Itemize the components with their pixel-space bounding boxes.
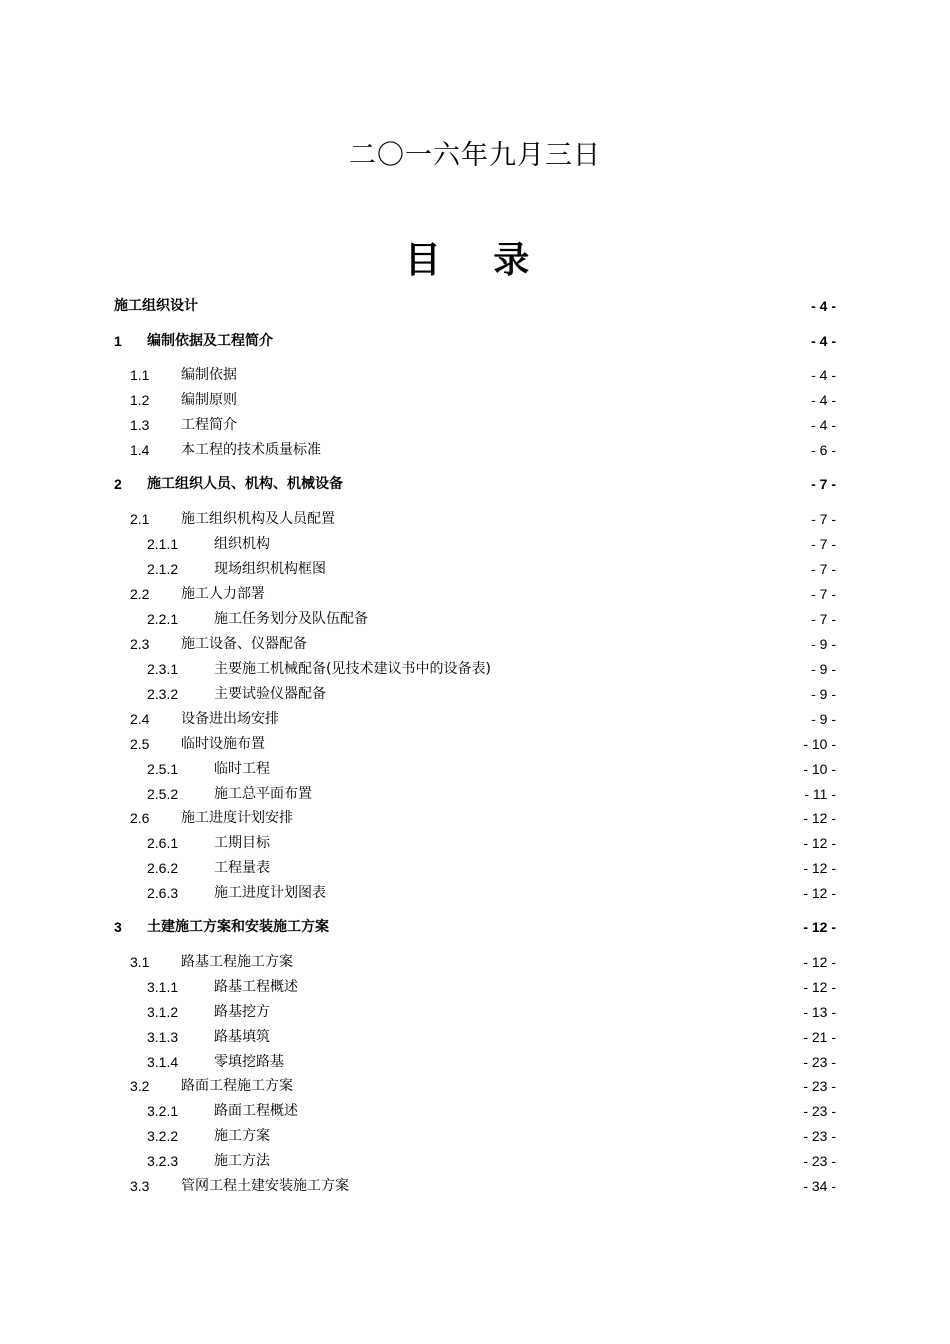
toc-entry-page-number: - 21 - [803, 1029, 836, 1045]
toc-entry-page-number: - 7 - [811, 561, 836, 577]
toc-entry-label: 施工方法 [214, 1153, 270, 1169]
toc-entry-page-number: - 23 - [803, 1054, 836, 1070]
toc-entry-page-number: - 4 - [811, 367, 836, 383]
toc-entry-number: 3.2 [130, 1078, 150, 1094]
toc-entry-page-number: - 4 - [811, 392, 836, 408]
toc-entry[interactable] [130, 388, 836, 412]
toc-entry[interactable] [147, 782, 836, 806]
toc-entry-page-number: - 12 - [803, 835, 836, 851]
toc-entry-number: 2.3.2 [147, 686, 179, 702]
toc-entry-page-number: - 4 - [811, 333, 836, 349]
toc-entry-number: 3.2.2 [147, 1128, 179, 1144]
toc-entry-label: 施工设备、仪器配备 [181, 636, 307, 652]
toc-entry-label: 主要试验仪器配备 [214, 686, 326, 702]
toc-entry[interactable] [147, 1050, 836, 1074]
toc-entry-page-number: - 9 - [811, 636, 836, 652]
toc-entry-page-number: - 4 - [811, 417, 836, 433]
toc-entry-page-number: - 7 - [811, 476, 836, 492]
toc-entry[interactable] [114, 294, 836, 318]
toc-entry-label: 编制依据 [181, 367, 237, 383]
toc-entry[interactable] [130, 806, 836, 830]
toc-entry[interactable] [114, 329, 836, 353]
toc-entry[interactable] [114, 472, 836, 496]
toc-entry-page-number: - 12 - [803, 885, 836, 901]
toc-entry-label: 设备进出场安排 [181, 711, 279, 727]
toc-entry-number: 3.2.3 [147, 1153, 179, 1169]
toc-entry-page-number: - 12 - [803, 954, 836, 970]
toc-entry-label: 路面工程概述 [214, 1103, 298, 1119]
toc-entry-label: 工期目标 [214, 835, 270, 851]
toc-entry[interactable] [147, 1124, 836, 1148]
toc-entry-page-number: - 9 - [811, 686, 836, 702]
toc-entry[interactable] [130, 707, 836, 731]
toc-entry-page-number: - 12 - [803, 860, 836, 876]
toc-entry-label: 施工进度计划安排 [181, 810, 293, 826]
toc-entry-number: 2.6.2 [147, 860, 179, 876]
toc-entry[interactable] [147, 607, 836, 631]
toc-entry-label: 管网工程土建安装施工方案 [181, 1178, 349, 1194]
toc-entry-label: 路基挖方 [214, 1004, 270, 1020]
toc-entry[interactable] [130, 732, 836, 756]
toc-entry[interactable] [130, 413, 836, 437]
toc-entry[interactable] [130, 438, 836, 462]
toc-entry-label: 施工总平面布置 [214, 786, 312, 802]
toc-entry-number: 3.1.1 [147, 979, 179, 995]
toc-entry-label: 路面工程施工方案 [181, 1078, 293, 1094]
toc-entry-page-number: - 12 - [803, 919, 836, 935]
toc-entry-page-number: - 4 - [811, 298, 836, 314]
toc-entry-page-number: - 10 - [803, 761, 836, 777]
toc-entry-number: 2.6.3 [147, 885, 179, 901]
toc-entry-page-number: - 23 - [803, 1078, 836, 1094]
toc-entry-number: 2.3 [130, 636, 150, 652]
toc-entry-number: 2.2.1 [147, 611, 179, 627]
toc-entry-page-number: - 12 - [803, 979, 836, 995]
toc-entry-page-number: - 6 - [811, 442, 836, 458]
toc-entry-number: 2.2 [130, 586, 150, 602]
toc-entry-page-number: - 7 - [811, 611, 836, 627]
toc-entry[interactable] [147, 532, 836, 556]
toc-entry-number: 2.5 [130, 736, 150, 752]
toc-entry[interactable] [147, 682, 836, 706]
toc-entry-label: 本工程的技术质量标准 [181, 442, 321, 458]
toc-entry[interactable] [147, 1000, 836, 1024]
toc-entry-number: 2.5.2 [147, 786, 179, 802]
toc-entry-number: 2.6 [130, 810, 150, 826]
toc-entry-number: 2.1.2 [147, 561, 179, 577]
toc-entry-label: 组织机构 [214, 536, 270, 552]
toc-entry-page-number: - 7 - [811, 511, 836, 527]
toc-entry-number: 1.3 [130, 417, 150, 433]
toc-entry-label: 施工人力部署 [181, 586, 265, 602]
toc-entry-number: 1.1 [130, 367, 150, 383]
toc-entry-number: 3.1.4 [147, 1054, 179, 1070]
toc-entry-label: 施工进度计划图表 [214, 885, 326, 901]
toc-entry[interactable] [147, 856, 836, 880]
toc-entry-number: 1.2 [130, 392, 150, 408]
toc-entry-label: 路基填筑 [214, 1029, 270, 1045]
toc-entry[interactable] [147, 1025, 836, 1049]
toc-entry-label: 工程量表 [214, 860, 270, 876]
toc-entry-number: 2.5.1 [147, 761, 179, 777]
toc-entry-label: 临时设施布置 [181, 736, 265, 752]
toc-entry-number: 3 [114, 919, 122, 935]
toc-entry-number: 3.1.2 [147, 1004, 179, 1020]
toc-entry[interactable] [147, 1099, 836, 1123]
toc-entry-label: 施工组织机构及人员配置 [181, 511, 335, 527]
toc-entry[interactable] [130, 582, 836, 606]
toc-entry[interactable] [147, 881, 836, 905]
toc-entry-number: 2.4 [130, 711, 150, 727]
toc-entry[interactable] [147, 657, 836, 681]
toc-entry-label: 施工方案 [214, 1128, 270, 1144]
toc-entry-page-number: - 7 - [811, 536, 836, 552]
toc-entry[interactable] [147, 557, 836, 581]
toc-entry-page-number: - 23 - [803, 1103, 836, 1119]
toc-entry-label: 施工组织设计 [114, 298, 198, 314]
toc-entry-label: 编制原则 [181, 392, 237, 408]
toc-entry-number: 1.4 [130, 442, 150, 458]
toc-entry-number: 1 [114, 333, 122, 349]
toc-entry-label: 路基工程施工方案 [181, 954, 293, 970]
toc-entry-number: 3.1 [130, 954, 150, 970]
toc-entry-number: 2.1.1 [147, 536, 179, 552]
toc-entry-number: 3.2.1 [147, 1103, 179, 1119]
toc-entry-label: 零填挖路基 [214, 1054, 284, 1070]
toc-entry[interactable] [147, 757, 836, 781]
toc-entry[interactable] [147, 831, 836, 855]
document-date: 二〇一六年九月三日 [349, 140, 601, 171]
toc-entry[interactable] [130, 632, 836, 656]
toc-entry-page-number: - 23 - [803, 1153, 836, 1169]
toc-entry-page-number: - 9 - [811, 661, 836, 677]
toc-entry-number: 3.1.3 [147, 1029, 179, 1045]
toc-entry-label: 施工任务划分及队伍配备 [214, 611, 368, 627]
toc-entry-label: 路基工程概述 [214, 979, 298, 995]
toc-entry-label: 施工组织人员、机构、机械设备 [147, 476, 343, 492]
toc-entry-page-number: - 13 - [803, 1004, 836, 1020]
toc-entry-label: 编制依据及工程简介 [147, 333, 273, 349]
toc-entry-label: 主要施工机械配备(见技术建议书中的设备表) [214, 661, 491, 677]
toc-entry-number: 2.6.1 [147, 835, 179, 851]
toc-entry-number: 2.1 [130, 511, 150, 527]
toc-entry-page-number: - 34 - [803, 1178, 836, 1194]
toc-entry[interactable] [130, 507, 836, 531]
toc-entry-number: 2 [114, 476, 122, 492]
toc-entry[interactable] [130, 950, 836, 974]
toc-entry[interactable] [130, 1074, 836, 1098]
toc-entry-page-number: - 9 - [811, 711, 836, 727]
toc-entry-page-number: - 12 - [803, 810, 836, 826]
toc-entry-page-number: - 7 - [811, 586, 836, 602]
toc-entry-page-number: - 11 - [804, 786, 836, 802]
toc-entry-page-number: - 10 - [803, 736, 836, 752]
toc-entry-label: 现场组织机构框图 [214, 561, 326, 577]
toc-entry-number: 2.3.1 [147, 661, 179, 677]
toc-entry[interactable] [147, 1149, 836, 1173]
toc-entry-number: 3.3 [130, 1178, 150, 1194]
toc-entry[interactable] [114, 915, 836, 939]
toc-entry[interactable] [130, 1174, 836, 1198]
toc-entry[interactable] [130, 363, 836, 387]
toc-entry-label: 临时工程 [214, 761, 270, 777]
toc-entry-label: 工程简介 [181, 417, 237, 433]
toc-entry[interactable] [147, 975, 836, 999]
toc-entry-page-number: - 23 - [803, 1128, 836, 1144]
toc-entry-label: 土建施工方案和安装施工方案 [147, 919, 329, 935]
toc-title: 目 录 [404, 240, 550, 281]
